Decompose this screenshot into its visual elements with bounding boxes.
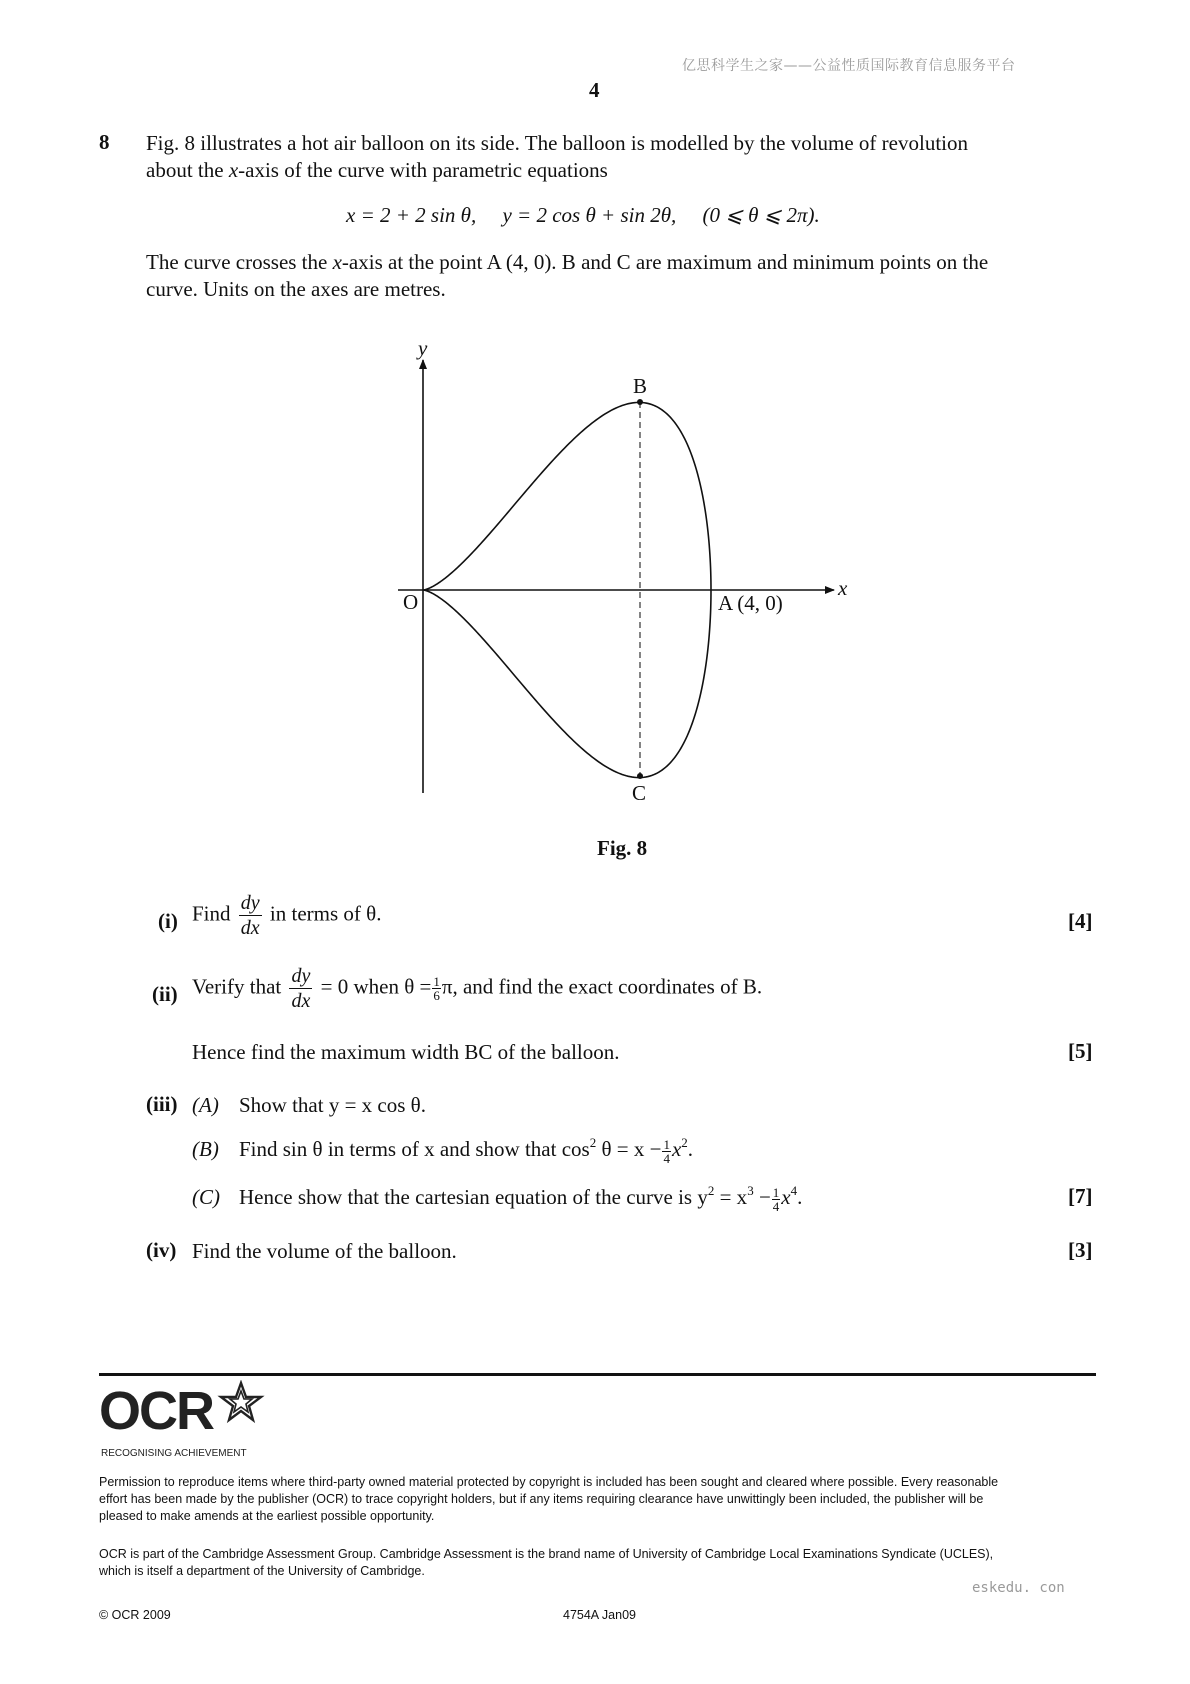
frac-denominator: 4 (772, 1198, 780, 1214)
cambridge-notice (99, 1546, 1099, 1580)
superscript: 4 (790, 1183, 798, 1198)
point-a-label: A (4, 0) (718, 591, 783, 615)
text-segment: . (687, 1137, 694, 1161)
intro-line-1: Fig. 8 illustrates a hot air balloon on its side. The balloon is modelled by the volume of revolution (146, 131, 968, 155)
desc-var: x (332, 250, 342, 274)
x-axis-label: x (838, 576, 848, 600)
star-logo-icon (217, 1380, 265, 1424)
part-ii-text-c: π, and find the exact coordinates of B. (441, 974, 763, 999)
frac-denominator: dx (291, 990, 311, 1012)
permission-line: pleased to make amends at the earliest possible opportunity. (99, 1509, 435, 1523)
permission-line: effort has been made by the publisher (OCR) to trace copyright holders, but if any items requiring clearance have unwittingly been included, the publisher will be (99, 1492, 984, 1506)
desc-line-2: curve. Units on the axes are metres. (146, 277, 446, 301)
intro-text: about the (146, 158, 229, 182)
intro-var: x (228, 158, 239, 182)
point-b-label: B (633, 374, 648, 398)
dy-dx-fraction (239, 893, 262, 938)
superscript: 2 (681, 1135, 688, 1150)
part-iii-b-label: (B) (192, 1137, 219, 1161)
cambridge-line: OCR is part of the Cambridge Assessment Group. Cambridge Assessment is the brand name of University of Cambridge Local Examinations Syndicate (UCLES), (99, 1547, 994, 1561)
desc-text: The curve crosses the (146, 250, 333, 274)
intro-text: -axis of the curve with parametric equations (238, 158, 608, 182)
permission-notice (99, 1474, 1099, 1525)
point-c-marker (637, 773, 643, 779)
text-segment: θ = x − (601, 1137, 662, 1161)
question-number: 8 (99, 130, 110, 154)
part-i-text-a: Find (192, 901, 231, 926)
y-axis-label: y (418, 336, 428, 360)
ocr-logo-text: OCR (99, 1381, 213, 1441)
part-iv-marks: [3] (1068, 1238, 1093, 1262)
one-quarter-fraction (662, 1138, 671, 1165)
text-segment: = x (719, 1185, 748, 1209)
figure-caption: Fig. 8 (597, 836, 648, 860)
ocr-tagline: RECOGNISING ACHIEVEMENT (101, 1448, 247, 1459)
watermark-top: 亿思科学生之家——公益性质国际教育信息服务平台 (682, 58, 1016, 74)
part-iii-b-text (239, 1136, 693, 1165)
superscript: 3 (747, 1183, 754, 1198)
one-sixth-fraction (432, 975, 441, 1002)
frac-denominator: 6 (433, 988, 440, 1003)
point-b-marker (637, 399, 643, 405)
part-iii-a-text: Show that y = x cos θ. (239, 1093, 426, 1117)
page-number: 4 (589, 78, 600, 102)
part-ii-text-d: Hence find the maximum width BC of the balloon. (192, 1040, 620, 1064)
superscript: 2 (589, 1135, 597, 1150)
paper-code: 4754A Jan09 (563, 1608, 636, 1622)
text-segment: − (758, 1185, 771, 1209)
frac-numerator: dy (240, 892, 260, 914)
origin-label: O (403, 590, 419, 614)
part-iii-c-label: (C) (192, 1185, 220, 1209)
desc-text: -axis at the point A (4, 0). B and C are maximum and minimum points on the (341, 250, 989, 274)
text-segment: x (671, 1137, 682, 1161)
one-quarter-fraction (772, 1186, 781, 1213)
part-ii-label: (ii) (152, 982, 178, 1006)
frac-denominator: dx (240, 917, 260, 939)
text-segment: Hence show that the cartesian equation of the curve is y (239, 1185, 708, 1209)
frac-denominator: 4 (663, 1150, 670, 1166)
part-iii-c-text (239, 1184, 802, 1213)
frac-numerator: 1 (433, 974, 440, 989)
part-iv-text: Find the volume of the balloon. (192, 1239, 457, 1263)
part-iii-label: (iii) (146, 1092, 178, 1116)
cambridge-line: which is itself a department of the University of Cambridge. (99, 1564, 425, 1578)
part-ii-text-b: = 0 when θ = (320, 974, 432, 999)
ocr-logo (99, 1381, 213, 1441)
frac-numerator: 1 (663, 1136, 670, 1152)
part-ii-marks: [5] (1068, 1039, 1093, 1063)
text-segment: Find sin θ in terms of x and show that cos (239, 1137, 590, 1161)
dy-dx-fraction (289, 966, 312, 1011)
watermark-bottom: eskedu. con (972, 1580, 1065, 1596)
text-segment: x (781, 1185, 791, 1209)
part-ii-text (192, 966, 762, 1011)
part-i-text (192, 893, 381, 938)
part-i-text-b: in terms of θ. (269, 901, 382, 926)
part-iv-label: (iv) (146, 1238, 177, 1262)
point-c-label: C (632, 781, 647, 805)
copyright: © OCR 2009 (99, 1608, 171, 1622)
part-iii-marks: [7] (1068, 1184, 1093, 1208)
parametric-equations: x = 2 + 2 sin θ, y = 2 cos θ + sin 2θ, (0 ⩽ θ ⩽ 2π). (346, 203, 820, 227)
superscript: 2 (707, 1183, 715, 1198)
frac-numerator: dy (291, 965, 311, 987)
part-i-label: (i) (158, 909, 178, 933)
part-i-marks: [4] (1068, 909, 1093, 933)
footer-rule (99, 1373, 1096, 1376)
permission-line: Permission to reproduce items where third-party owned material protected by copyright is included has been sought and cleared where possible. Every reasonable (99, 1475, 999, 1489)
text-segment: . (797, 1185, 803, 1209)
part-ii-text-a: Verify that (192, 974, 282, 999)
frac-numerator: 1 (772, 1184, 780, 1200)
part-iii-a-label: (A) (192, 1093, 219, 1117)
